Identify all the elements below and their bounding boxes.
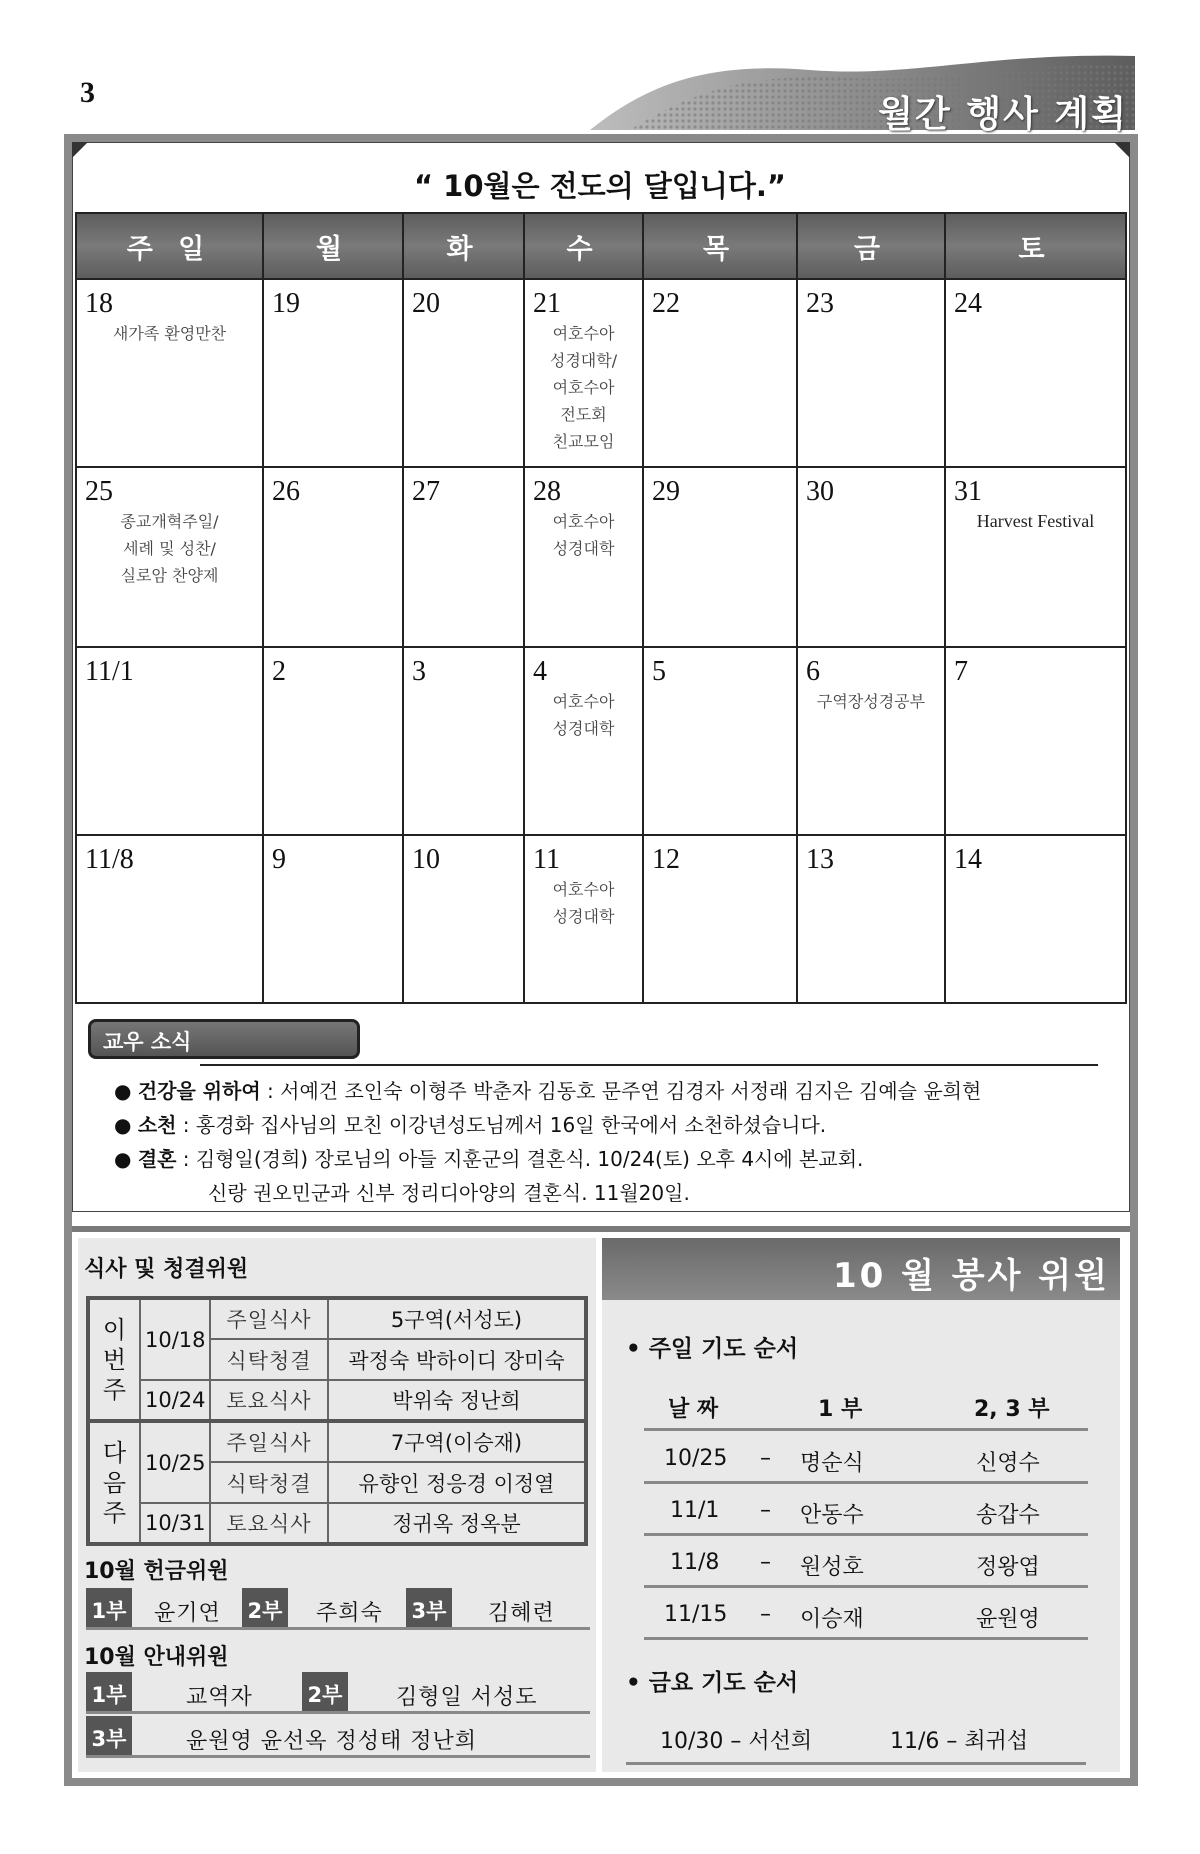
duty-names: 곽정숙 박하이디 장미숙 [328, 1339, 586, 1380]
section-divider [72, 1226, 1130, 1232]
column-header: 2, 3 부 [974, 1397, 1050, 1422]
prayer-dash: – [760, 1602, 771, 1627]
service-tag: 1부 [86, 1672, 132, 1711]
news-item-text: : 홍경화 집사님의 모친 이강년성도님께서 16일 한국에서 소천하셨습니다. [176, 1113, 827, 1137]
calendar-day-cell [76, 835, 263, 1003]
duty-names: 박위숙 정난희 [328, 1380, 586, 1421]
day-number: 24 [954, 288, 982, 319]
calendar-event: 성경대학/ [549, 351, 618, 370]
prayer-date: 11/8 [670, 1550, 720, 1575]
news-item: ● 소천 : 홍경화 집사님의 모친 이강년성도님께서 16일 한국에서 소천하셨습니다. [114, 1113, 827, 1137]
calendar-event: 성경대학 [552, 907, 615, 926]
weekday-header: 주 일 [76, 213, 263, 279]
day-number: 29 [652, 476, 680, 507]
calendar-event: 구역장성경공부 [816, 692, 926, 711]
duty-kind: 주일식사 [210, 1421, 328, 1462]
friday-prayer-entry: 10/30 – 서선희 [660, 1729, 813, 1754]
day-number: 4 [533, 656, 547, 687]
day-number: 11 [533, 844, 560, 875]
duty-date: 10/25 [140, 1421, 210, 1503]
day-number: 10 [412, 844, 440, 875]
calendar-day-cell [524, 279, 643, 467]
calendar-day-cell [263, 835, 403, 1003]
prayer-row [644, 1484, 1088, 1536]
day-number: 12 [652, 844, 680, 875]
news-item-text: : 서예건 조인숙 이형주 박춘자 김동호 문주연 김경자 서정래 김지은 김예슬 윤희현 [260, 1079, 982, 1103]
weekday-header: 목 [643, 213, 797, 279]
sunday-prayer-title: • 주일 기도 순서 [626, 1336, 799, 1362]
day-number: 28 [533, 476, 561, 507]
day-number: 23 [806, 288, 834, 319]
prayer-row [644, 1588, 1088, 1640]
day-number: 18 [85, 288, 113, 319]
monthly-motto: “ 10월은 전도의 달입니다.” [414, 169, 786, 203]
prayer-second: 윤원영 [976, 1607, 1040, 1632]
day-number: 2 [272, 656, 286, 687]
header-title: 월간 행사 계획 [878, 94, 1128, 135]
day-number: 14 [954, 844, 982, 875]
friday-rule [626, 1762, 1086, 1765]
calendar-day-cell [643, 835, 797, 1003]
calendar-day-cell [76, 279, 263, 467]
weekday-header: 수 [524, 213, 643, 279]
prayer-date: 11/1 [670, 1498, 720, 1523]
this-week-label: 이 번 주 [88, 1298, 140, 1421]
day-number: 21 [533, 288, 561, 319]
duty-names: 유향인 정응경 이정열 [328, 1462, 586, 1503]
calendar-event: 성경대학 [552, 539, 615, 558]
calendar-event: 친교모임 [552, 432, 615, 451]
news-item-continuation: 신랑 권오민군과 신부 정리디아양의 결혼식. 11월20일. [208, 1181, 690, 1205]
prayer-row [644, 1432, 1088, 1484]
service-tag: 2부 [302, 1672, 348, 1711]
calendar-day-cell [797, 467, 945, 647]
prayer-row [644, 1536, 1088, 1588]
friday-prayer-entry: 11/6 – 최귀섭 [890, 1729, 1029, 1754]
day-number: 31 [954, 476, 982, 507]
day-number: 26 [272, 476, 300, 507]
service-tag: 1부 [86, 1588, 132, 1627]
header-rule [644, 1428, 1088, 1431]
calendar-event: 여호수아 [552, 880, 615, 899]
day-number: 11/8 [85, 844, 134, 875]
weekday-header: 월 [263, 213, 403, 279]
weekday-header: 토 [945, 213, 1126, 279]
calendar-day-cell [524, 835, 643, 1003]
column-header: 1 부 [818, 1397, 863, 1422]
calendar-event: 여호수아 [552, 692, 615, 711]
monthly-calendar [75, 212, 1127, 1004]
duty-date: 10/24 [140, 1380, 210, 1421]
calendar-day-cell [403, 467, 524, 647]
calendar-event: 여호수아 [552, 378, 615, 397]
calendar-day-cell [945, 835, 1126, 1003]
table-row [88, 1421, 586, 1462]
calendar-day-cell [403, 647, 524, 835]
duty-kind: 식탁청결 [210, 1462, 328, 1503]
service-tag: 3부 [406, 1588, 452, 1627]
weekday-header-row [76, 213, 1126, 279]
offering-row [86, 1588, 590, 1630]
duty-kind: 토요식사 [210, 1380, 328, 1421]
friday-prayer-title: • 금요 기도 순서 [626, 1670, 799, 1696]
duty-date: 10/31 [140, 1503, 210, 1544]
duty-kind: 식탁청결 [210, 1339, 328, 1380]
table-row [88, 1503, 586, 1544]
service-title: 10 월 봉사 위원 [602, 1238, 1120, 1300]
column-header: 날 짜 [668, 1397, 719, 1422]
calendar-day-cell [797, 279, 945, 467]
service-tag: 3부 [86, 1716, 132, 1755]
prayer-second: 신영수 [976, 1451, 1040, 1476]
prayer-first: 명순식 [800, 1451, 864, 1476]
day-number: 30 [806, 476, 834, 507]
prayer-first: 원성호 [800, 1555, 864, 1580]
news-item: ● 건강을 위하여 : 서예건 조인숙 이형주 박춘자 김동호 문주연 김경자 서정래 김지은 김예슬 윤희현 [114, 1079, 982, 1103]
calendar-day-cell [76, 467, 263, 647]
prayer-second: 송갑수 [976, 1503, 1040, 1528]
weekday-header: 금 [797, 213, 945, 279]
day-number: 19 [272, 288, 300, 319]
offering-name: 윤기연 [154, 1601, 221, 1626]
next-week-label: 다 음 주 [88, 1421, 140, 1544]
service-tag: 2부 [242, 1588, 288, 1627]
calendar-day-cell [403, 279, 524, 467]
duty-kind: 주일식사 [210, 1298, 328, 1339]
news-item-label: 건강을 위하여 [137, 1079, 261, 1103]
calendar-day-cell [263, 647, 403, 835]
day-number: 3 [412, 656, 426, 687]
calendar-day-cell [945, 467, 1126, 647]
prayer-first: 이승재 [800, 1607, 864, 1632]
calendar-day-cell [643, 647, 797, 835]
meal-committee-table [86, 1296, 588, 1546]
table-row [88, 1380, 586, 1421]
duty-date: 10/18 [140, 1298, 210, 1380]
day-number: 5 [652, 656, 666, 687]
weekday-header: 화 [403, 213, 524, 279]
offering-name: 김혜련 [488, 1601, 555, 1626]
calendar-day-cell [643, 467, 797, 647]
calendar-day-cell [797, 647, 945, 835]
calendar-week-row [76, 467, 1126, 647]
day-number: 11/1 [85, 656, 134, 687]
prayer-first: 안동수 [800, 1503, 864, 1528]
day-number: 9 [272, 844, 286, 875]
day-number: 13 [806, 844, 834, 875]
corner-top-left [72, 142, 88, 158]
news-title: 교우 소식 [88, 1019, 360, 1059]
prayer-dash: – [760, 1550, 771, 1575]
duty-names: 7구역(이승재) [328, 1421, 586, 1462]
news-item: ● 결혼 : 김형일(경희) 장로님의 아들 지훈군의 결혼식. 10/24(토) 오후 4시에 본교회. [114, 1147, 864, 1171]
day-number: 25 [85, 476, 113, 507]
calendar-week-row [76, 279, 1126, 467]
ushers-row [86, 1716, 590, 1758]
table-row [88, 1298, 586, 1339]
usher-name: 윤원영 윤선옥 정성태 정난희 [186, 1729, 478, 1754]
ushers-title: 10월 안내위원 [84, 1645, 229, 1670]
ushers-row [86, 1672, 590, 1714]
day-number: 7 [954, 656, 968, 687]
calendar-event: 실로암 찬양제 [120, 566, 219, 585]
day-number: 27 [412, 476, 440, 507]
calendar-event: 종교개혁주일/ [120, 512, 219, 531]
offering-name: 주희숙 [316, 1601, 383, 1626]
news-item-text: : 김형일(경희) 장로님의 아들 지훈군의 결혼식. 10/24(토) 오후 4시에 본교회. [176, 1147, 864, 1171]
calendar-event: 새가족 환영만찬 [112, 324, 227, 343]
usher-name: 김형일 서성도 [396, 1685, 538, 1710]
prayer-dash: – [760, 1498, 771, 1523]
prayer-second: 정왕엽 [976, 1555, 1040, 1580]
meal-committee-title: 식사 및 청결위원 [84, 1257, 249, 1282]
calendar-day-cell [945, 279, 1126, 467]
duty-names: 정귀옥 정옥분 [328, 1503, 586, 1544]
day-number: 22 [652, 288, 680, 319]
offering-title: 10월 헌금위원 [84, 1559, 229, 1584]
day-number: 20 [412, 288, 440, 319]
news-item-label: 결혼 [137, 1147, 177, 1171]
calendar-day-cell [263, 279, 403, 467]
calendar-day-cell [524, 647, 643, 835]
prayer-dash: – [760, 1446, 771, 1471]
calendar-day-cell [643, 279, 797, 467]
calendar-event: 여호수아 [552, 512, 615, 531]
news-item-label: 소천 [137, 1113, 177, 1137]
calendar-event: 성경대학 [552, 719, 615, 738]
page-number: 3 [80, 76, 95, 109]
usher-name: 교역자 [186, 1685, 253, 1710]
prayer-date: 10/25 [664, 1446, 728, 1471]
calendar-event: 세례 및 성찬/ [123, 539, 216, 558]
news-divider [200, 1064, 1098, 1066]
calendar-week-row [76, 647, 1126, 835]
corner-top-right [1114, 142, 1130, 158]
calendar-event: 전도회 [560, 405, 607, 424]
calendar-day-cell [797, 835, 945, 1003]
calendar-event: Harvest Festival [976, 511, 1095, 531]
prayer-date: 11/15 [664, 1602, 728, 1627]
calendar-day-cell [263, 467, 403, 647]
calendar-day-cell [524, 467, 643, 647]
calendar-event: 여호수아 [552, 324, 615, 343]
calendar-day-cell [945, 647, 1126, 835]
calendar-day-cell [76, 647, 263, 835]
duty-names: 5구역(서성도) [328, 1298, 586, 1339]
duty-kind: 토요식사 [210, 1503, 328, 1544]
news-list [114, 1074, 981, 1210]
calendar-week-row [76, 835, 1126, 1003]
calendar-day-cell [403, 835, 524, 1003]
day-number: 6 [806, 656, 820, 687]
